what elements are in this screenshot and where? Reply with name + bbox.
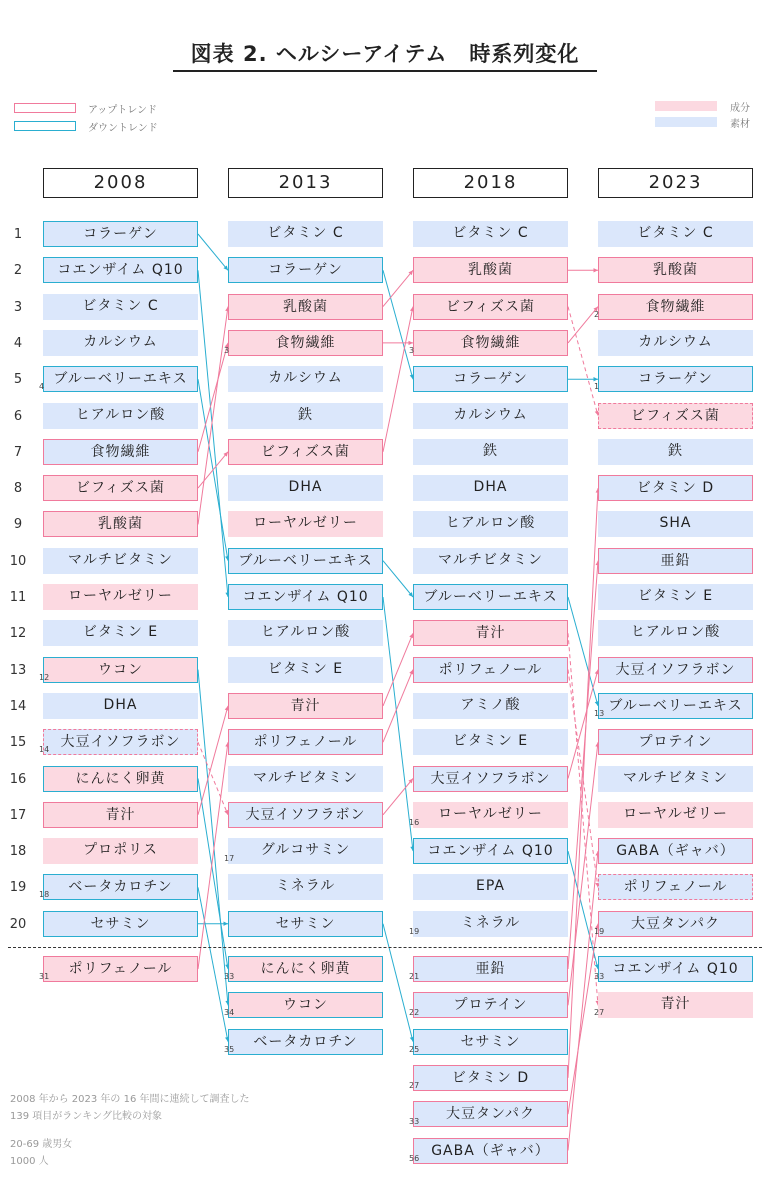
rank-number: 3 <box>13 299 23 315</box>
ranking-item: ビフィズス菌 <box>228 439 383 465</box>
ranking-item: ブルーベリーエキス <box>413 584 568 610</box>
previous-rank: 33 <box>594 972 605 981</box>
ranking-item: ベータカロチン <box>228 1029 383 1055</box>
year-header: 2008 <box>43 168 198 198</box>
note-line-2: 139 項目がランキング比較の対象 <box>10 1111 162 1122</box>
ranking-item: プロテイン <box>413 992 568 1018</box>
ranking-item: ビタミン E <box>598 584 753 610</box>
trend-connector <box>568 561 598 969</box>
trend-connector <box>198 234 228 270</box>
ranking-item: マルチビタミン <box>228 766 383 792</box>
legend-label-down: ダウントレンド <box>88 123 158 134</box>
ranking-item: 鉄 <box>413 439 568 465</box>
ranking-item: カルシウム <box>228 366 383 392</box>
rank-number: 1 <box>13 227 23 242</box>
trend-connector <box>198 452 228 488</box>
previous-rank: 2 <box>594 309 600 319</box>
ranking-item: ブルーベリーエキス <box>598 693 753 719</box>
ranking-item: 亜鉛 <box>598 548 753 574</box>
rank-number: 16 <box>9 771 27 787</box>
ranking-item: 乳酸菌 <box>413 257 568 283</box>
ranking-item: 青汁 <box>598 992 753 1018</box>
ranking-item: ブルーベリーエキス <box>228 548 383 574</box>
rank-number: 20 <box>9 916 27 932</box>
legend-label-up: アップトレンド <box>88 105 158 116</box>
chart-title: 図表 2. ヘルシーアイテム 時系列変化 <box>190 42 580 66</box>
ranking-item: マルチビタミン <box>413 548 568 574</box>
ranking-item: ビフィズス菌 <box>413 294 568 320</box>
top20-divider <box>8 947 762 948</box>
ranking-item: ローヤルゼリー <box>228 511 383 537</box>
rank-number: 2 <box>13 263 23 279</box>
trend-connector <box>198 887 228 1041</box>
rank-number: 4 <box>13 335 23 351</box>
ranking-item: 食物繊維 <box>43 439 198 465</box>
ranking-item: アミノ酸 <box>413 693 568 719</box>
rank-number: 8 <box>13 481 23 497</box>
previous-rank: 3 <box>224 345 230 355</box>
ranking-item: SHA <box>598 511 753 537</box>
rank-number: 15 <box>9 735 27 751</box>
rank-number: 13 <box>9 662 27 678</box>
ranking-item: 亜鉛 <box>413 956 568 982</box>
ranking-item: コラーゲン <box>228 257 383 283</box>
ranking-item: 大豆タンパク <box>598 911 753 937</box>
ranking-item: プロポリス <box>43 838 198 864</box>
ranking-item: ヒアルロン酸 <box>413 511 568 537</box>
ranking-item: ビタミン C <box>413 221 568 247</box>
trend-connector <box>383 597 413 851</box>
previous-rank: 12 <box>39 672 50 682</box>
ranking-item: GABA（ギャバ） <box>413 1138 568 1164</box>
previous-rank: 56 <box>409 1153 420 1163</box>
previous-rank: 25 <box>409 1044 420 1054</box>
ranking-item: 大豆イソフラボン <box>43 729 198 755</box>
ranking-item: 乳酸菌 <box>43 511 198 537</box>
ranking-item: にんにく卵黄 <box>228 956 383 982</box>
ranking-item: マルチビタミン <box>598 766 753 792</box>
ranking-item: DHA <box>43 693 198 719</box>
rank-number: 17 <box>9 807 27 823</box>
trend-connector <box>198 779 228 970</box>
ranking-item: ポリフェノール <box>43 956 198 982</box>
previous-rank: 33 <box>224 972 235 981</box>
previous-rank: 4 <box>39 382 45 392</box>
rank-number: 11 <box>9 590 27 605</box>
ranking-item: コエンザイム Q10 <box>43 257 198 283</box>
ranking-item: ビフィズス菌 <box>598 403 753 429</box>
ranking-item: カルシウム <box>413 403 568 429</box>
previous-rank: 31 <box>39 972 50 981</box>
ranking-item: EPA <box>413 874 568 900</box>
year-header: 2013 <box>228 168 383 198</box>
ranking-item: ポリフェノール <box>228 729 383 755</box>
ranking-item: 鉄 <box>598 439 753 465</box>
ranking-item: ビタミン D <box>598 475 753 501</box>
trend-connector <box>383 270 413 379</box>
previous-rank: 19 <box>594 926 605 936</box>
rank-number: 12 <box>9 626 27 642</box>
previous-rank: 27 <box>594 1008 605 1018</box>
previous-rank: 22 <box>409 1008 420 1018</box>
year-header: 2018 <box>413 168 568 198</box>
ranking-item: ビタミン E <box>43 620 198 646</box>
ranking-item: ポリフェノール <box>413 657 568 683</box>
ranking-item: カルシウム <box>43 330 198 356</box>
trend-connector <box>383 924 413 1042</box>
ranking-item: ウコン <box>43 657 198 683</box>
ranking-item: ビタミン C <box>228 221 383 247</box>
ranking-item: ミネラル <box>413 911 568 937</box>
ranking-item: ローヤルゼリー <box>413 802 568 828</box>
ranking-item: ビタミン E <box>228 657 383 683</box>
ranking-item: 乳酸菌 <box>228 294 383 320</box>
ranking-item: ブルーベリーエキス <box>43 366 198 392</box>
previous-rank: 14 <box>39 745 50 755</box>
trend-connector <box>568 851 598 1150</box>
previous-rank: 17 <box>224 854 235 864</box>
ranking-item: ローヤルゼリー <box>43 584 198 610</box>
legend-label-material: 素材 <box>730 119 750 130</box>
previous-rank: 3 <box>409 345 415 355</box>
ranking-item: ミネラル <box>228 874 383 900</box>
ranking-item: 大豆イソフラボン <box>413 766 568 792</box>
ranking-item: ビフィズス菌 <box>43 475 198 501</box>
ranking-item: ビタミン E <box>413 729 568 755</box>
note-line-1: 2008 年から 2023 年の 16 年間に連続して調査した <box>10 1094 250 1105</box>
trend-connector <box>198 670 228 1006</box>
ranking-item: コエンザイム Q10 <box>413 838 568 864</box>
ranking-item: ヒアルロン酸 <box>598 620 753 646</box>
ranking-item: ウコン <box>228 992 383 1018</box>
trend-connector <box>383 633 413 706</box>
ranking-item: コラーゲン <box>43 221 198 247</box>
rank-number: 10 <box>9 553 27 569</box>
ranking-item: 青汁 <box>43 802 198 828</box>
trend-connector <box>383 670 413 743</box>
previous-rank: 21 <box>409 972 420 981</box>
ranking-item: ビタミン C <box>43 294 198 320</box>
ranking-item: コエンザイム Q10 <box>228 584 383 610</box>
ranking-item: 乳酸菌 <box>598 257 753 283</box>
ranking-item: 食物繊維 <box>413 330 568 356</box>
ranking-item: 大豆タンパク <box>413 1101 568 1127</box>
ranking-item: 食物繊維 <box>598 294 753 320</box>
previous-rank: 19 <box>409 926 420 936</box>
ranking-item: カルシウム <box>598 330 753 356</box>
ranking-item: 青汁 <box>413 620 568 646</box>
previous-rank: 35 <box>224 1044 235 1054</box>
previous-rank: 18 <box>39 890 50 900</box>
ranking-item: ポリフェノール <box>598 874 753 900</box>
ranking-item: 食物繊維 <box>228 330 383 356</box>
ranking-item: グルコサミン <box>228 838 383 864</box>
rank-number: 5 <box>13 372 23 388</box>
previous-rank: 27 <box>409 1080 420 1090</box>
rank-number: 19 <box>9 880 27 896</box>
ranking-item: マルチビタミン <box>43 548 198 574</box>
ranking-item: 青汁 <box>228 693 383 719</box>
ranking-item: DHA <box>413 475 568 501</box>
trend-connector <box>383 561 413 597</box>
trend-connector <box>568 924 598 1114</box>
previous-rank: 33 <box>409 1117 420 1127</box>
ranking-item: コエンザイム Q10 <box>598 956 753 982</box>
ranking-item: 鉄 <box>228 403 383 429</box>
ranking-item: コラーゲン <box>413 366 568 392</box>
year-header: 2023 <box>598 168 753 198</box>
previous-rank: 34 <box>224 1008 235 1018</box>
ranking-item: にんにく卵黄 <box>43 766 198 792</box>
ranking-item: セサミン <box>228 911 383 937</box>
previous-rank: 1 <box>594 382 600 392</box>
note-line-3: 20-69 歳男女 <box>10 1139 73 1150</box>
ranking-item: ヒアルロン酸 <box>43 403 198 429</box>
ranking-item: ローヤルゼリー <box>598 802 753 828</box>
ranking-item: ヒアルロン酸 <box>228 620 383 646</box>
ranking-item: コラーゲン <box>598 366 753 392</box>
rank-number: 7 <box>13 444 23 460</box>
ranking-item: DHA <box>228 475 383 501</box>
rank-number: 18 <box>9 844 27 860</box>
ranking-item: プロテイン <box>598 729 753 755</box>
ranking-item: 大豆イソフラボン <box>598 657 753 683</box>
previous-rank: 16 <box>409 817 420 827</box>
rank-number: 14 <box>9 698 27 714</box>
rank-number: 6 <box>13 408 23 424</box>
rank-number: 9 <box>13 517 23 533</box>
ranking-item: GABA（ギャバ） <box>598 838 753 864</box>
ranking-item: 大豆イソフラボン <box>228 802 383 828</box>
ranking-item: セサミン <box>413 1029 568 1055</box>
ranking-item: ベータカロチン <box>43 874 198 900</box>
trend-connector <box>383 307 413 452</box>
trend-connector <box>568 307 598 416</box>
ranking-item: ビタミン C <box>598 221 753 247</box>
previous-rank: 13 <box>594 708 605 718</box>
ranking-item: ビタミン D <box>413 1065 568 1091</box>
legend-label-ingredient: 成分 <box>730 103 750 114</box>
trend-connector <box>198 307 228 525</box>
note-line-4: 1000 人 <box>10 1156 49 1167</box>
ranking-item: セサミン <box>43 911 198 937</box>
